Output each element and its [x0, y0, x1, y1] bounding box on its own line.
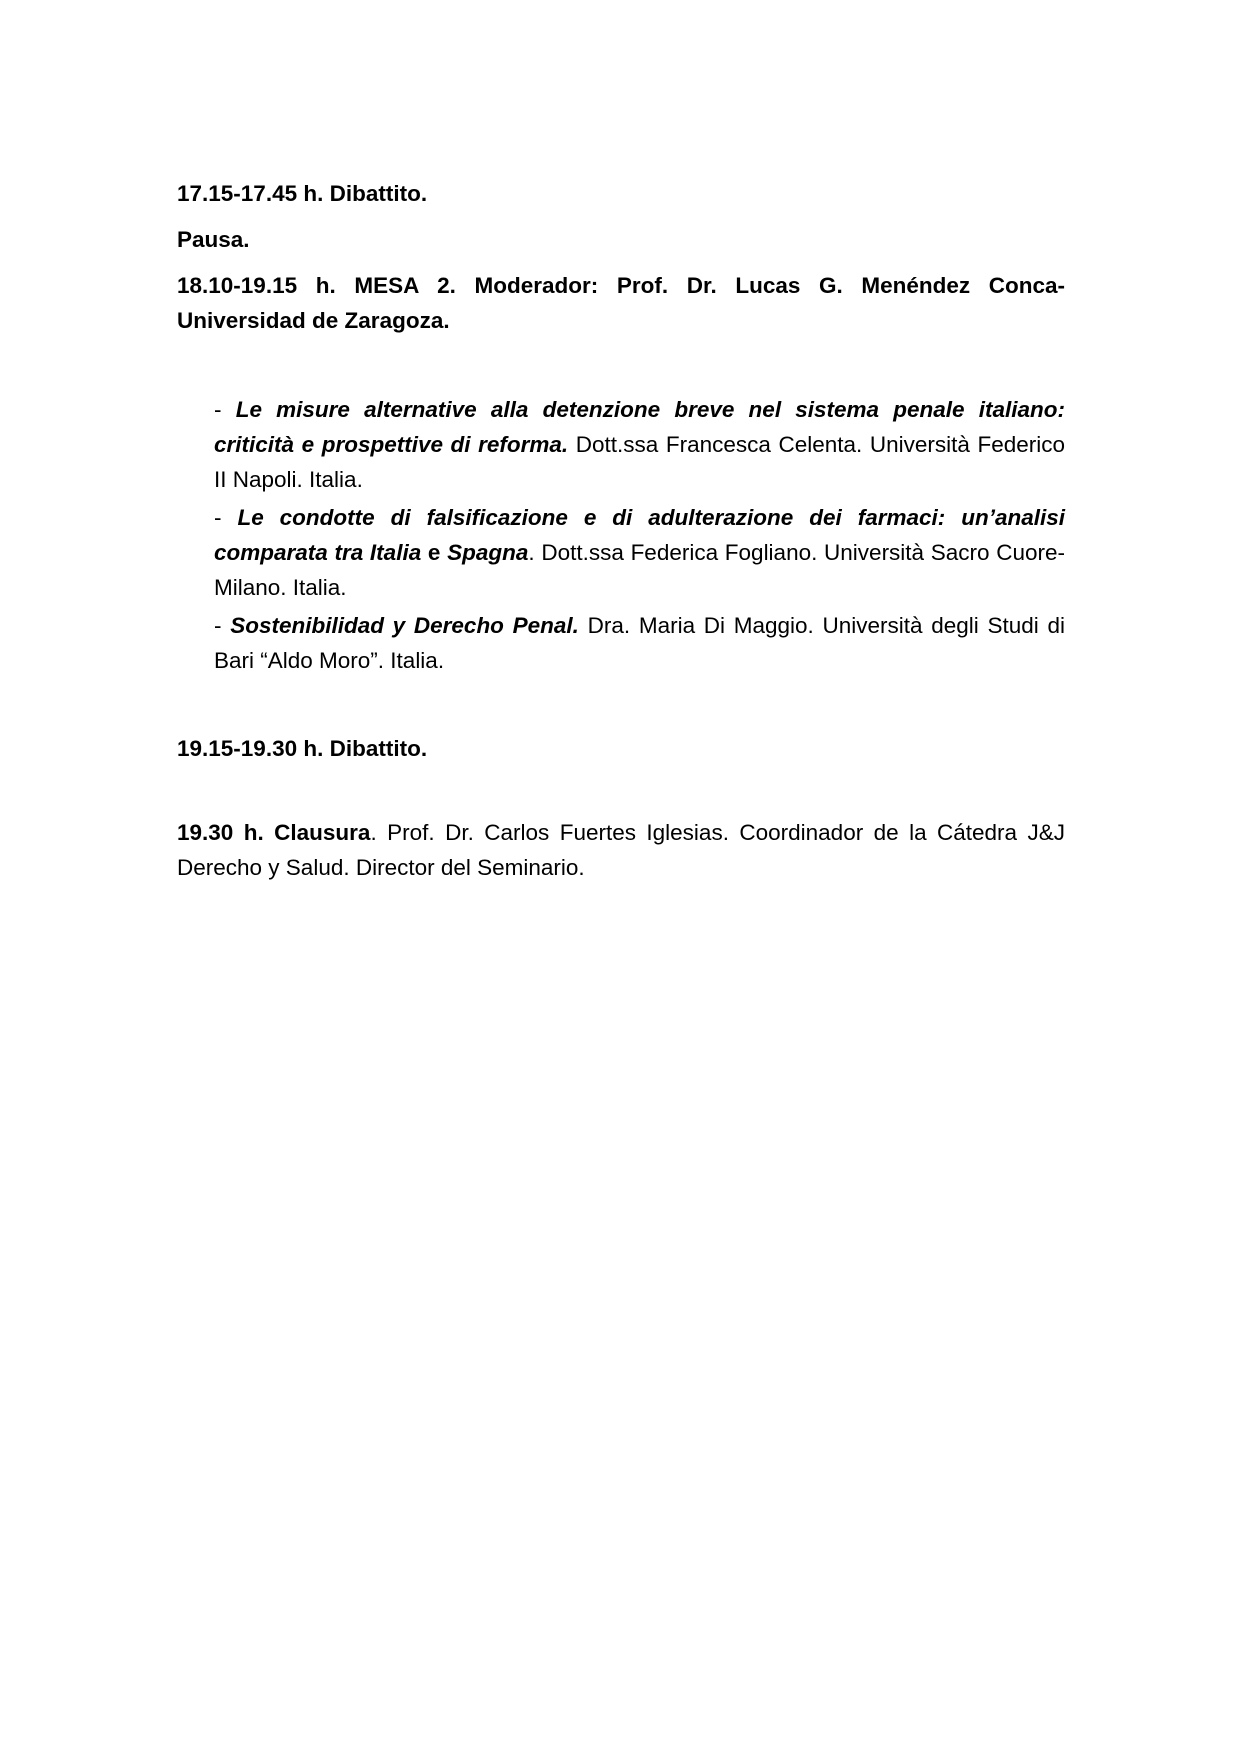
talk-2-title-b: Spagna	[447, 540, 529, 565]
talk-1-details: Dott.ssa Francesca Celenta. Università Federico II Napoli. Italia.	[214, 432, 1065, 492]
talk-3-details: Dra. Maria Di Maggio. Università degli Studi di Bari “Aldo Moro”. Italia.	[214, 613, 1065, 673]
talk-3-title: Sostenibilidad y Derecho Penal.	[230, 613, 579, 638]
debate-session-1: 17.15-17.45 h. Dibattito.	[177, 181, 428, 206]
closing-label: 19.30 h. Clausura	[177, 820, 371, 845]
mesa-2-heading: 18.10-19.15 h. MESA 2. Moderador: Prof. Dr. Lucas G. Menéndez Conca- Universidad de Zaragoza.	[177, 273, 1065, 333]
talk-3	[214, 608, 1065, 678]
talk-2-title-a: Le condotte di falsificazione e di adulterazione dei farmaci: un’analisi comparata tra Italia	[214, 505, 1065, 565]
talk-2-details: . Dott.ssa Federica Fogliano. Università Sacro Cuore- Milano. Italia.	[214, 540, 1065, 600]
talk-1-title: Le misure alternative alla detenzione breve nel sistema penale italiano: criticità e prospettive di reforma.	[214, 397, 1065, 457]
talk-2	[214, 500, 1065, 605]
talk-1-dash: -	[214, 397, 236, 422]
debate-session-2: 19.15-19.30 h. Dibattito.	[177, 736, 428, 761]
pause-heading: Pausa.	[177, 227, 250, 252]
closing-session	[177, 815, 1065, 885]
closing-details: . Prof. Dr. Carlos Fuertes Iglesias. Coordinador de la Cátedra J&J Derecho y Salud. Director del Seminario.	[177, 820, 1065, 880]
talk-2-dash: -	[214, 505, 238, 530]
talk-3-dash: -	[214, 613, 231, 638]
talk-1	[214, 392, 1065, 497]
talk-2-connector: e	[421, 540, 448, 565]
